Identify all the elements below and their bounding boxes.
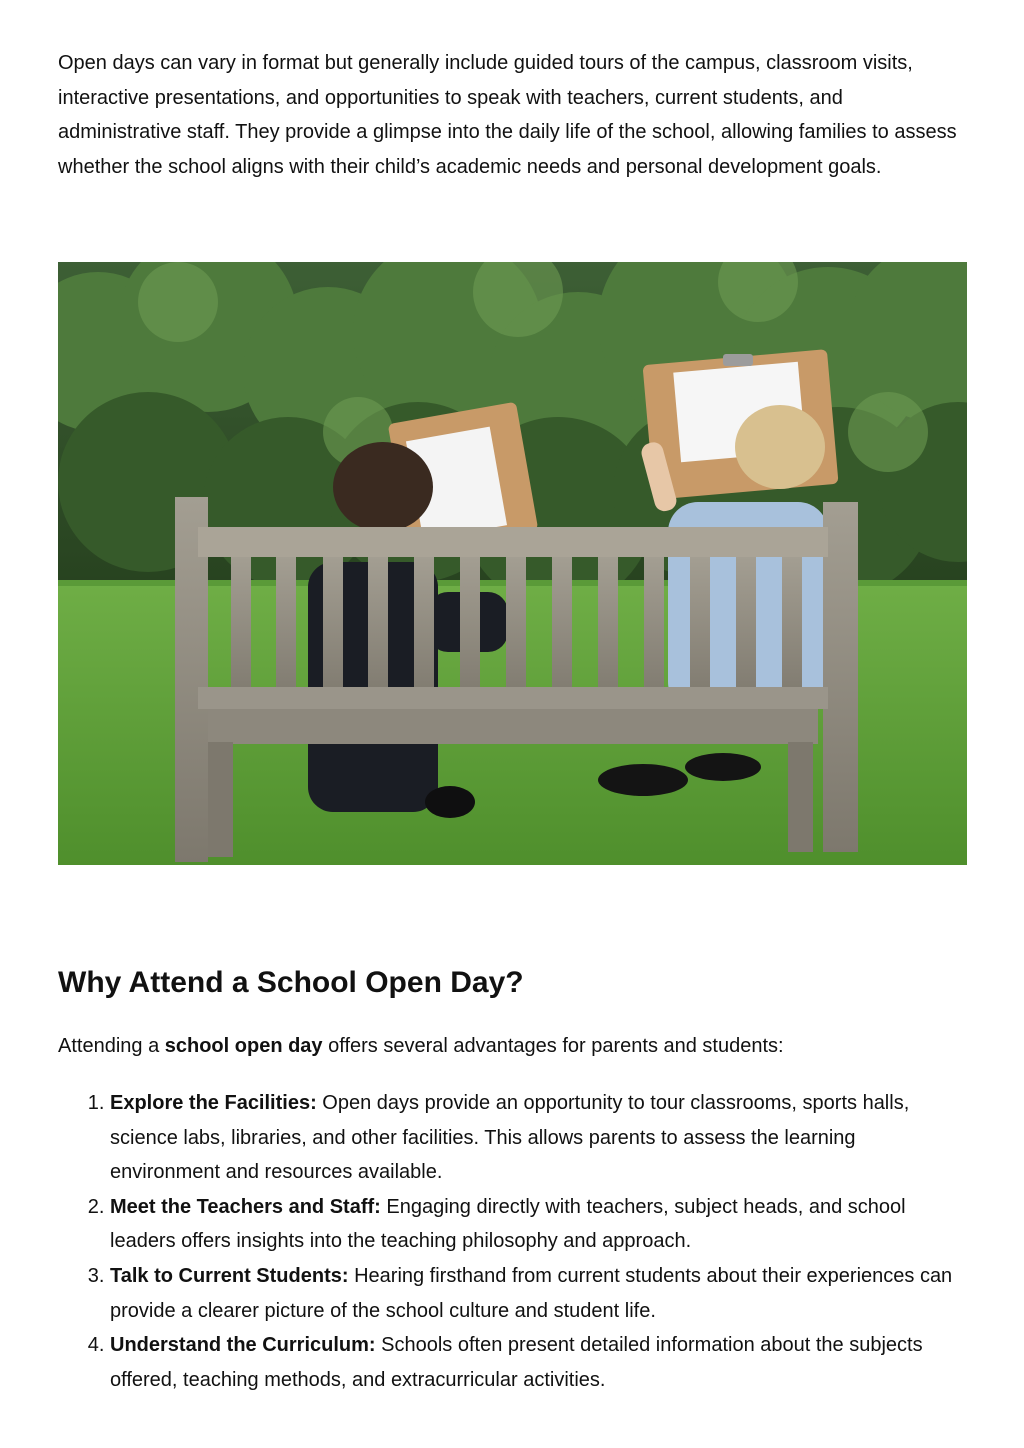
list-item-text: Hearing firsthand from current students about their experiences can provide a clearer picture of the school culture and student life. [110,1264,953,1322]
list-item-title: Understand the Curriculum: [110,1334,376,1357]
list-item-title: Talk to Current Students: [110,1264,349,1287]
list-item [110,1190,968,1259]
list-item-title: Explore the Facilities: [110,1092,317,1114]
students-on-bench-photo [58,262,967,865]
lead-paragraph [58,1029,784,1064]
list-item [110,1086,968,1190]
lead-bold-term: school open day [164,1035,323,1057]
list-item [110,1328,968,1397]
list-item-text: Engaging directly with teachers, subject heads, and school leaders offers insights into the teaching philosophy and approach. [110,1195,906,1253]
list-item-text: Schools often present detailed information about the subjects offered, teaching methods, and extracurricular activities. [110,1334,923,1391]
list-item [110,1259,968,1328]
intro-paragraph: Open days can vary in format but generally include guided tours of the campus, classroom visits, interactive presentations, and opportunities to speak with teachers, current students, and administrative staff. They provide a glimpse into the daily life of the school, allowing families to assess whether the school aligns with their child’s academic needs and personal development goals. [58,52,957,178]
section-heading: Why Attend a School Open Day? [58,966,524,999]
list-item-text: Open days provide an opportunity to tour classrooms, sports halls, science labs, libraries, and other facilities. This allows parents to assess the learning environment and resources available. [110,1092,910,1184]
list-item-title: Meet the Teachers and Staff: [110,1195,381,1218]
reasons-list [58,1086,968,1397]
lead-text-before: Attending a [58,1035,165,1057]
lead-text-after: offers several advantages for parents and students: [322,1035,784,1057]
